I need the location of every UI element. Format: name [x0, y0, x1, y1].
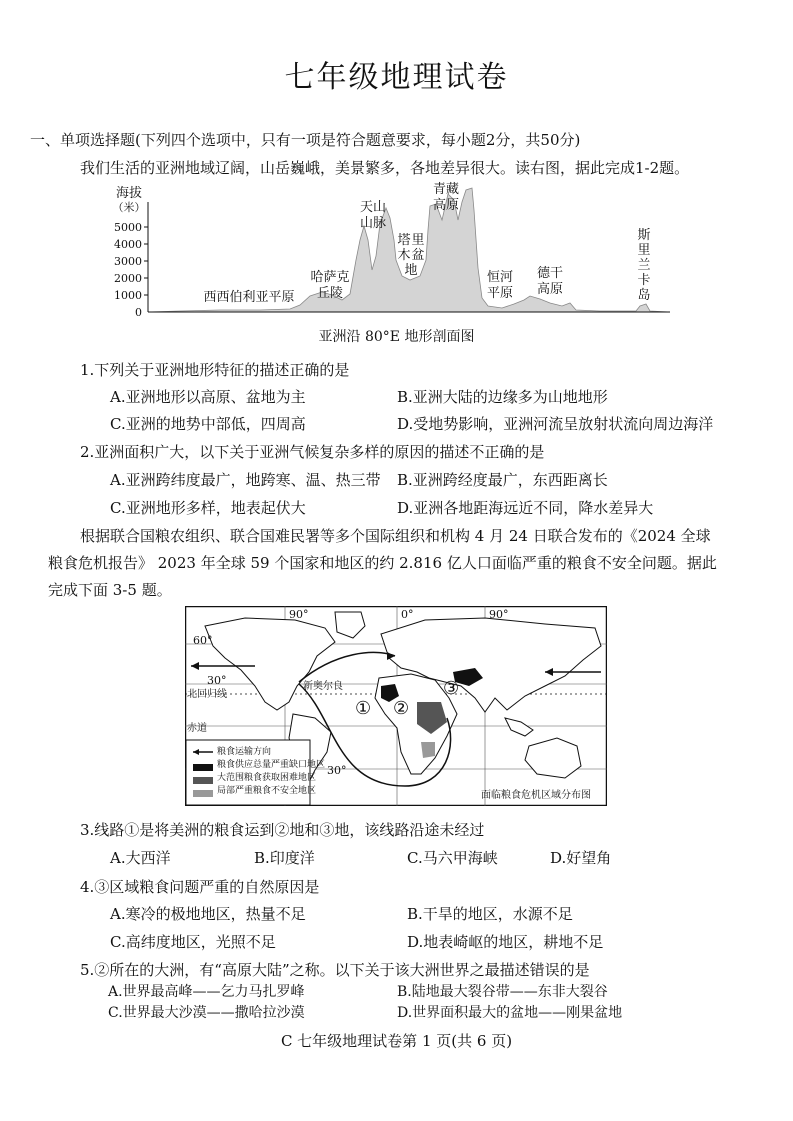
label-srilanka-4: 卡: [637, 273, 651, 288]
map-marker-3: ③: [443, 678, 460, 699]
q5-option-c: C.世界最大沙漠——撒哈拉沙漠: [108, 1005, 305, 1021]
intro-paragraph-2-line2: 粮食危机报告》 2023 年全球 59 个国家和地区的约 2.816 亿人口面临严重的粮食不安全问题。据此: [48, 554, 717, 572]
q4-option-d: D.地表崎岖的地区，耕地不足: [407, 933, 604, 951]
label-kazakh-2: 丘陵: [316, 286, 343, 301]
y-ticks: [144, 227, 148, 295]
section-header: 一、单项选择题(下列四个选项中，只有一项是符合题意要求，每小题2分，共50分): [30, 131, 581, 149]
q2-option-d: D.亚洲各地距海远近不同，降水差异大: [397, 499, 654, 517]
label-tarim-2: 里: [411, 233, 425, 248]
label-west-siberia: 西西伯利亚平原: [203, 290, 295, 305]
q4-option-b: B.干旱的地区，水源不足: [407, 905, 573, 923]
q1-option-d: D.受地势影响，亚洲河流呈放射状流向周边海洋: [397, 415, 714, 433]
map-lon-90e: 90°: [489, 608, 509, 621]
page-footer: C 七年级地理试卷第 1 页(共 6 页): [280, 1032, 513, 1050]
q4-stem: 4.③区域粮食问题严重的自然原因是: [80, 878, 320, 896]
elevation-profile-svg: [110, 180, 680, 340]
map-lat-60: 60°: [193, 634, 213, 647]
legend-local-label: 局部严重粮食不安全地区: [217, 786, 317, 796]
q2-stem: 2.亚洲面积广大，以下关于亚洲气候复杂多样的原因的描述不正确的是: [80, 443, 545, 461]
legend-severe-label: 粮食供应总量严重缺口地区: [217, 760, 326, 770]
map-neworleans-label: 新奥尔良: [303, 681, 343, 692]
tick-label: 2000: [114, 272, 142, 285]
map-lat-30s: 30°: [327, 764, 347, 777]
map-lat-30n: 30°: [207, 674, 227, 687]
legend-access-label: 大范围粮食获取困难地区: [217, 773, 317, 783]
map-marker-2: ②: [393, 698, 410, 719]
intro-paragraph-1: 我们生活的亚洲地域辽阔，山岳巍峨，美景繁多，各地差异很大。读右图，据此完成1-2题。: [80, 159, 690, 177]
map-equator-label: 赤道: [187, 723, 207, 734]
profile-caption: 亚洲沿 80°E 地形剖面图: [318, 329, 475, 345]
map-lon-0: 0°: [401, 608, 414, 621]
q3-stem: 3.线路①是将美洲的粮食运到②地和③地，该线路沿途未经过: [80, 821, 485, 839]
legend-arrow-label: 粮食运输方向: [217, 747, 272, 757]
q1-stem: 1.下列关于亚洲地形特征的描述正确的是: [80, 361, 350, 379]
map-title: 面临粮食危机区域分布图: [481, 790, 591, 801]
q1-option-c: C.亚洲的地势中部低，四周高: [110, 415, 306, 433]
q3-option-c: C.马六甲海峡: [407, 849, 498, 867]
intro-paragraph-2-line3: 完成下面 3-5 题。: [48, 581, 172, 599]
label-tarim-4: 盆: [411, 248, 425, 263]
label-qinghai-2: 高原: [432, 198, 459, 213]
label-tarim-1: 塔: [397, 233, 411, 248]
label-tarim-5: 地: [404, 263, 418, 278]
map-marker-1: ①: [355, 698, 372, 719]
q2-option-c: C.亚洲地形多样，地表起伏大: [110, 499, 306, 517]
map-tropic-label: 北回归线: [187, 689, 227, 700]
q5-stem: 5.②所在的大洲，有“高原大陆”之称。以下关于该大洲世界之最描述错误的是: [80, 961, 590, 979]
profile-ylabel: 海拔: [115, 186, 142, 201]
page-title: 七年级地理试卷: [284, 60, 509, 95]
tick-label: 3000: [114, 255, 142, 268]
label-srilanka-3: 兰: [637, 258, 651, 273]
local-area-east-africa: [421, 742, 435, 758]
intro-paragraph-2-line1: 根据联合国粮农组织、联合国难民署等多个国际组织和机构 4 月 24 日联合发布的《2024 全球: [80, 527, 711, 545]
label-deccan-1: 德干: [536, 266, 563, 281]
label-ganges-2: 平原: [486, 286, 513, 301]
q3-option-a: A.大西洋: [110, 849, 171, 867]
q5-option-d: D.世界面积最大的盆地——刚果盆地: [397, 1005, 623, 1021]
elevation-profile-figure: [110, 180, 680, 340]
q2-option-a: A.亚洲跨纬度最广，地跨寒、温、热三带: [110, 471, 381, 489]
food-crisis-map: [185, 606, 607, 806]
tick-label: 1000: [114, 289, 142, 302]
q1-option-b: B.亚洲大陆的边缘多为山地地形: [397, 388, 608, 406]
q4-option-c: C.高纬度地区，光照不足: [110, 933, 276, 951]
tick-label: 0: [135, 306, 142, 319]
profile-ylabel-unit: （米）: [112, 201, 146, 214]
label-srilanka-2: 里: [637, 243, 651, 258]
label-srilanka-1: 斯: [637, 228, 651, 243]
label-tarim-3: 木: [397, 248, 411, 263]
label-qinghai-1: 青藏: [432, 182, 459, 197]
q4-option-a: A.寒冷的极地地区，热量不足: [110, 905, 306, 923]
map-lon-90w: 90°: [289, 608, 309, 621]
label-kazakh-1: 哈萨克: [310, 270, 350, 285]
label-tianshan-1: 天山: [359, 200, 386, 215]
label-ganges-1: 恒河: [486, 270, 513, 285]
q2-option-b: B.亚洲跨经度最广，东西距离长: [397, 471, 608, 489]
q1-option-a: A.亚洲地形以高原、盆地为主: [110, 388, 306, 406]
q3-option-d: D.好望角: [550, 849, 612, 867]
q3-option-b: B.印度洋: [254, 849, 315, 867]
tick-label: 4000: [114, 238, 142, 251]
q5-option-a: A.世界最高峰——乞力马扎罗峰: [108, 984, 305, 1000]
label-deccan-2: 高原: [536, 282, 563, 297]
q5-option-b: B.陆地最大裂谷带——东非大裂谷: [397, 984, 608, 1000]
label-tianshan-2: 山脉: [359, 216, 386, 231]
label-srilanka-5: 岛: [637, 288, 651, 303]
tick-label: 5000: [114, 221, 142, 234]
